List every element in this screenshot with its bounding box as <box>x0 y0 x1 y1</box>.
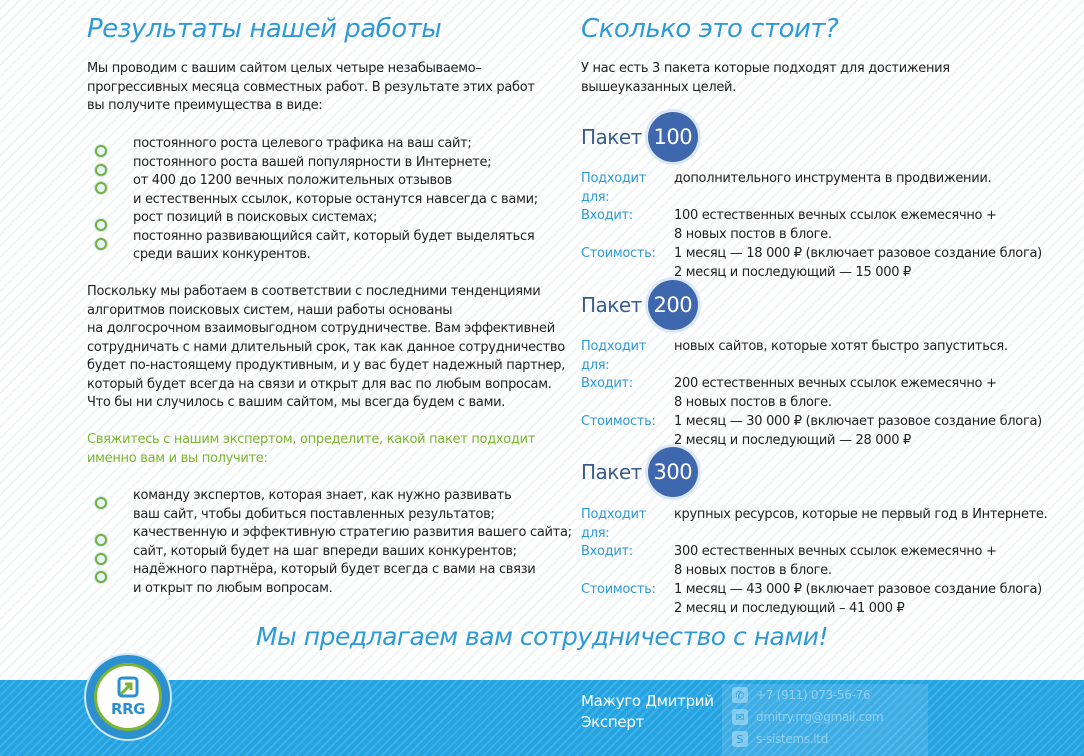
fits-label: Подходит для: <box>581 339 646 373</box>
offer-tagline: Мы предлагаем вам сотрудничество с нами! <box>255 622 828 651</box>
package-label: Пакет <box>581 125 642 149</box>
includes-label: Входит: <box>581 376 633 392</box>
expert-role: Эксперт <box>581 713 644 731</box>
bullet-icon <box>95 238 107 250</box>
list-item: качественную и эффективную стратегию развития вашего сайта; <box>87 524 572 543</box>
package-number-badge: 100 <box>648 112 698 162</box>
list-item: сайт, который будет на шаг впереди ваших конкурентов; <box>87 543 572 562</box>
package-300-details <box>581 506 1047 618</box>
bullet-icon <box>95 497 107 509</box>
price-label: Стоимость: <box>581 413 656 429</box>
phone-icon: ✆ <box>732 687 748 703</box>
package-100-details <box>581 170 1042 282</box>
price-value: 1 месяц — 18 000 ₽ (включает разовое создание блога) 2 месяц и последующий — 15 000 ₽ <box>674 245 1042 280</box>
rrg-logo <box>86 655 170 739</box>
includes-label: Входит: <box>581 544 633 560</box>
list-item: рост позиций в поисковых системах; <box>87 209 538 228</box>
list-item: постоянного роста вашей популярности в Интернете; <box>87 154 538 173</box>
includes-value: 100 естественных вечных ссылок ежемесячно + 8 новых постов в блоге. <box>674 208 997 243</box>
includes-label: Входит: <box>581 208 633 224</box>
pricing-intro: У нас есть 3 пакета которые подходят для достижения вышеуказанных целей. <box>581 61 950 95</box>
fits-label: Подходит для: <box>581 507 646 541</box>
includes-value: 200 естественных вечных ссылок ежемесячно + 8 новых постов в блоге. <box>674 376 997 411</box>
email-icon: ✉ <box>732 709 748 725</box>
list-item: постоянно развивающийся сайт, который будет выделяться среди ваших конкурентов. <box>87 228 538 265</box>
logo-badge <box>94 663 162 731</box>
contact-email[interactable]: ✉ dmitry.rrg@gmail.com <box>722 706 928 728</box>
bullet-icon <box>95 571 107 583</box>
bullet-icon <box>95 182 107 194</box>
package-100-title <box>581 112 698 162</box>
contact-details <box>722 684 928 756</box>
results-heading: Результаты нашей работы <box>87 14 442 44</box>
price-value: 1 месяц — 43 000 ₽ (включает разовое создание блога) 2 месяц и последующий – 41 000 ₽ <box>674 581 1042 616</box>
expert-contact <box>581 691 714 733</box>
logo-text: RRG <box>111 700 145 718</box>
fits-value: новых сайтов, которые хотят быстро запуститься. <box>674 339 1008 354</box>
contact-phone[interactable]: ✆ +7 (911) 073-56-76 <box>722 684 928 706</box>
gains-list <box>87 487 572 598</box>
logo-arrow-icon <box>117 676 139 698</box>
package-200-title <box>581 280 698 330</box>
list-item: команду экспертов, которая знает, как нужно развивать ваш сайт, чтобы добиться поставленных результатов; <box>87 487 572 524</box>
package-label: Пакет <box>581 293 642 317</box>
package-200-details <box>581 338 1042 450</box>
cta-text: Свяжитесь с нашим экспертом, определите, какой пакет подходит именно вам и вы получите: <box>87 432 536 466</box>
package-300-title <box>581 447 698 497</box>
list-item: надёжного партнёра, который будет всегда с вами на связи и открыт по любым вопросам. <box>87 561 572 598</box>
list-item: постоянного роста целевого трафика на ваш сайт; <box>87 135 538 154</box>
fits-value: крупных ресурсов, которые не первый год в Интернете. <box>674 507 1048 522</box>
skype-icon: S <box>732 731 748 747</box>
approach-paragraph: Поскольку мы работаем в соответствии с последними тенденциями алгоритмов поисковых систем, наши работы основаны на долгосрочном взаимовыгодном сотрудничестве. Вам эффективней сотрудничать с нами длительный срок, так как данное сотрудничество будет по-настоящему продуктивным, и у вас будет надежный партнер, который будет всегда на связи и открыт для вас по любым вопросам. Что бы ни случилось с вашим сайтом, мы всегда будем с вами. <box>87 284 566 410</box>
package-label: Пакет <box>581 460 642 484</box>
contact-skype[interactable]: S s-sistems.ltd <box>722 728 928 750</box>
package-number-badge: 200 <box>648 280 698 330</box>
benefits-list <box>87 135 538 265</box>
results-intro: Мы проводим с вашим сайтом целых четыре незабываемо– прогрессивных месяца совместных работ. В результате этих работ вы получите преимущества в виде: <box>87 61 535 113</box>
list-item: от 400 до 1200 вечных положительных отзывов и естественных ссылок, которые останутся навсегда с вами; <box>87 172 538 209</box>
price-value: 1 месяц — 30 000 ₽ (включает разовое создание блога) 2 месяц и последующий — 28 000 ₽ <box>674 413 1042 448</box>
fits-label: Подходит для: <box>581 171 646 205</box>
pricing-heading: Сколько это стоит? <box>581 14 839 44</box>
price-label: Стоимость: <box>581 581 656 597</box>
fits-value: дополнительного инструмента в продвижении. <box>674 171 992 186</box>
expert-name: Мажуго Дмитрий <box>581 692 714 710</box>
includes-value: 300 естественных вечных ссылок ежемесячно + 8 новых постов в блоге. <box>674 544 997 579</box>
package-number-badge: 300 <box>648 447 698 497</box>
price-label: Стоимость: <box>581 245 656 261</box>
